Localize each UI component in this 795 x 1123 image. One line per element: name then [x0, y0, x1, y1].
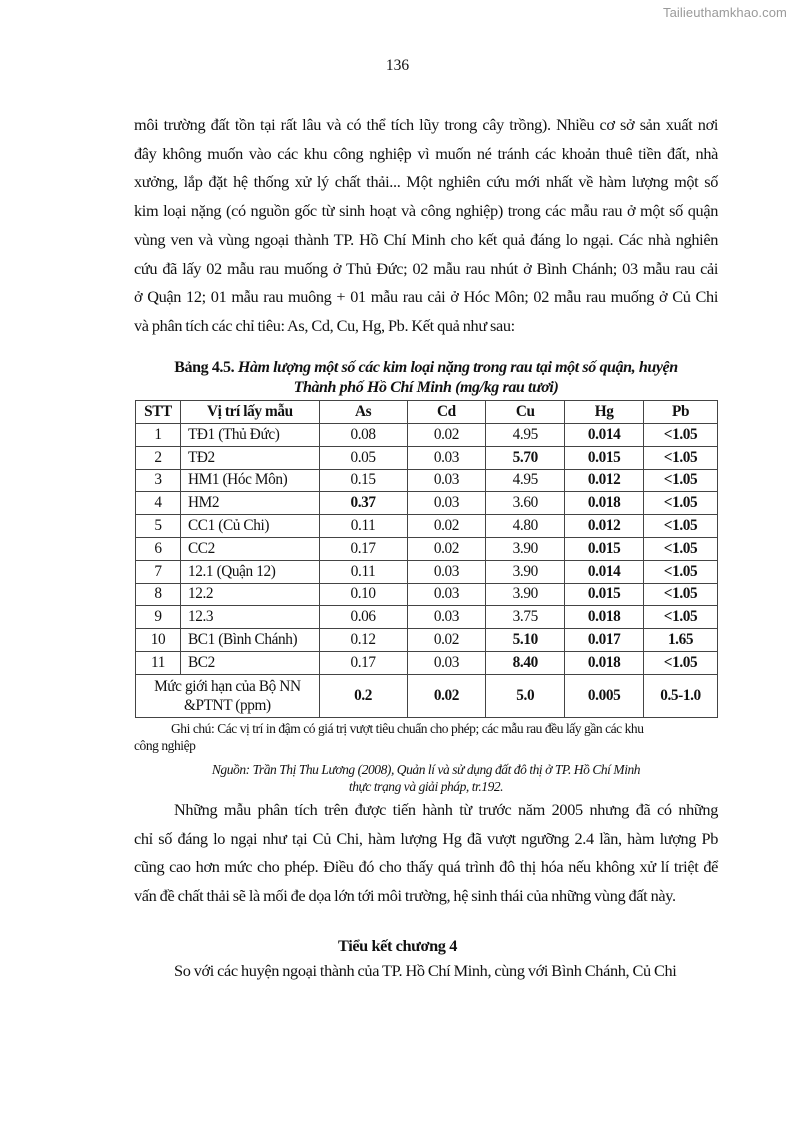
cell-stt: 1	[136, 424, 181, 447]
table-title-line1: Hàm lượng một số các kim loại nặng trong rau tại một số quận, huyện	[234, 359, 678, 376]
table-row	[136, 583, 718, 606]
cell-as: 0.15	[319, 469, 407, 492]
text-line: đây không muốn vào các khu công nghiệp vì muốn né tránh các khoản thuê tiền đất, nhà	[134, 143, 718, 163]
table-row	[136, 515, 718, 538]
cell-hg: 0.015	[565, 537, 644, 560]
cell-cu: 3.90	[486, 537, 565, 560]
cell-stt: 11	[136, 651, 181, 674]
table-caption	[134, 358, 718, 398]
note-line2: công nghiệp	[134, 738, 196, 753]
table-note	[134, 720, 718, 754]
table-title-line2: Thành phố Hồ Chí Minh (mg/kg rau tươi)	[293, 379, 559, 396]
cell-as: 0.37	[319, 492, 407, 515]
header-cd: Cd	[407, 401, 486, 424]
cell-cd: 0.03	[407, 583, 486, 606]
cell-hg: 0.014	[565, 560, 644, 583]
cell-cd: 0.03	[407, 606, 486, 629]
table-row	[136, 424, 718, 447]
cell-as: 0.05	[319, 446, 407, 469]
cell-hg: 0.018	[565, 492, 644, 515]
limit-label	[136, 674, 320, 717]
section-title: Tiểu kết chương 4	[338, 936, 457, 955]
cell-pb: <1.05	[644, 560, 718, 583]
cell-location: BC2	[180, 651, 319, 674]
cell-as: 0.11	[319, 515, 407, 538]
section-paragraph	[134, 957, 718, 986]
text-line: và phân tích các chỉ tiêu: As, Cd, Cu, Hg, Pb. Kết quả như sau:	[134, 315, 515, 335]
cell-pb: 1.65	[644, 629, 718, 652]
cell-cu: 3.90	[486, 560, 565, 583]
header-stt: STT	[136, 401, 181, 424]
cell-location: BC1 (Bình Chánh)	[180, 629, 319, 652]
cell-stt: 6	[136, 537, 181, 560]
cell-as: 0.12	[319, 629, 407, 652]
table-row	[136, 446, 718, 469]
cell-as: 0.10	[319, 583, 407, 606]
limit-label-line1: Mức giới hạn của Bộ NN	[154, 677, 301, 695]
text-line: So với các huyện ngoại thành của TP. Hồ Chí Minh, cùng với Bình Chánh, Củ Chi	[174, 961, 677, 980]
cell-cu: 3.60	[486, 492, 565, 515]
cell-hg: 0.014	[565, 424, 644, 447]
text-line: cũng cao hơn mức cho phép. Điều đó cho thấy quá trình đô thị hóa nếu không xử lí triệt để	[134, 857, 718, 877]
cell-as: 0.11	[319, 560, 407, 583]
cell-as: 0.17	[319, 651, 407, 674]
cell-pb: <1.05	[644, 515, 718, 538]
watermark: Tailieuthamkhao.com	[662, 5, 787, 20]
cell-cd: 0.03	[407, 492, 486, 515]
limit-row	[136, 674, 718, 717]
cell-location: 12.1 (Quận 12)	[180, 560, 319, 583]
cell-location: CC2	[180, 537, 319, 560]
cell-cd: 0.02	[407, 537, 486, 560]
heavy-metals-table	[135, 400, 718, 718]
cell-cu: 5.10	[486, 629, 565, 652]
cell-cu: 3.75	[486, 606, 565, 629]
cell-stt: 9	[136, 606, 181, 629]
header-cu: Cu	[486, 401, 565, 424]
cell-pb: <1.05	[644, 424, 718, 447]
text-line: vấn đề chất thải sẽ là mối đe dọa lớn tới môi trường, hệ sinh thái của những vùng đất này.	[134, 886, 676, 906]
limit-label-line2: &PTNT (ppm)	[184, 696, 271, 714]
text-line: kim loại nặng (có nguồn gốc từ sinh hoạt và công nghiệp) trong các mẫu rau ở một số quận	[134, 201, 718, 221]
cell-pb: <1.05	[644, 651, 718, 674]
page-number: 136	[385, 57, 410, 74]
text-line: môi trường đất tồn tại rất lâu và có thể tích lũy trong cây trồng). Nhiều cơ sở sản xuất nơi	[134, 115, 718, 134]
cell-hg: 0.012	[565, 469, 644, 492]
cell-hg: 0.018	[565, 651, 644, 674]
cell-hg: 0.018	[565, 606, 644, 629]
header-hg: Hg	[565, 401, 644, 424]
limit-hg: 0.005	[565, 674, 644, 717]
header-as: As	[319, 401, 407, 424]
text-line: cứu đã lấy 02 mẫu rau muống ở Thủ Đức; 02 mẫu rau nhút ở Bình Chánh; 03 mẫu rau cải	[134, 258, 718, 278]
text-line: ở Quận 12; 01 mẫu rau muông + 01 mẫu rau cải ở Hóc Môn; 02 mẫu rau muống ở Củ Chi	[134, 287, 718, 307]
source-line1: Nguồn: Trần Thị Thu Lương (2008), Quản lí và sử dụng đất đô thị ở TP. Hồ Chí Minh	[211, 762, 641, 777]
table-row	[136, 537, 718, 560]
cell-pb: <1.05	[644, 492, 718, 515]
cell-as: 0.17	[319, 537, 407, 560]
cell-cd: 0.03	[407, 651, 486, 674]
cell-hg: 0.015	[565, 446, 644, 469]
cell-cu: 4.95	[486, 424, 565, 447]
table-row	[136, 606, 718, 629]
cell-location: 12.2	[180, 583, 319, 606]
cell-cd: 0.02	[407, 515, 486, 538]
cell-as: 0.08	[319, 424, 407, 447]
table-row	[136, 469, 718, 492]
intro-paragraph	[134, 111, 718, 341]
cell-location: HM2	[180, 492, 319, 515]
cell-hg: 0.012	[565, 515, 644, 538]
cell-cu: 3.90	[486, 583, 565, 606]
note-line1: Ghi chú: Các vị trí in đậm có giá trị vượt tiêu chuẩn cho phép; các mẫu rau đều lấy gần các khu	[171, 721, 644, 736]
table-row	[136, 560, 718, 583]
cell-location: TĐ2	[180, 446, 319, 469]
cell-location: HM1 (Hóc Môn)	[180, 469, 319, 492]
table-row	[136, 492, 718, 515]
limit-cd: 0.02	[407, 674, 486, 717]
cell-cu: 4.80	[486, 515, 565, 538]
cell-stt: 3	[136, 469, 181, 492]
text-line: chỉ số đáng lo ngại như tại Củ Chi, hàm lượng Hg đã vượt ngưỡng 2.4 lần, hàm lượng Pb	[134, 828, 718, 848]
cell-stt: 8	[136, 583, 181, 606]
cell-pb: <1.05	[644, 537, 718, 560]
cell-cu: 4.95	[486, 469, 565, 492]
header-pb: Pb	[644, 401, 718, 424]
text-line: xưởng, lắp đặt hệ thống xử lý chất thải... Một nghiên cứu mới nhất về hàm lượng một số	[134, 172, 718, 192]
cell-pb: <1.05	[644, 446, 718, 469]
source-line2: thực trạng và giải pháp, tr.192.	[348, 779, 504, 794]
table-row	[136, 629, 718, 652]
limit-cu: 5.0	[486, 674, 565, 717]
cell-cu: 8.40	[486, 651, 565, 674]
cell-stt: 2	[136, 446, 181, 469]
cell-pb: <1.05	[644, 606, 718, 629]
cell-pb: <1.05	[644, 583, 718, 606]
table-row	[136, 651, 718, 674]
cell-as: 0.06	[319, 606, 407, 629]
header-location: Vị trí lấy mẫu	[180, 401, 319, 424]
table-header-row	[136, 401, 718, 424]
text-line: Những mẫu phân tích trên được tiến hành từ trước năm 2005 nhưng đã có những	[174, 800, 718, 819]
cell-stt: 10	[136, 629, 181, 652]
cell-cu: 5.70	[486, 446, 565, 469]
cell-cd: 0.03	[407, 560, 486, 583]
cell-cd: 0.02	[407, 424, 486, 447]
cell-hg: 0.015	[565, 583, 644, 606]
cell-pb: <1.05	[644, 469, 718, 492]
table-source	[134, 761, 718, 795]
table-label: Bảng 4.5.	[174, 359, 235, 376]
cell-stt: 4	[136, 492, 181, 515]
limit-as: 0.2	[319, 674, 407, 717]
cell-stt: 7	[136, 560, 181, 583]
cell-location: TĐ1 (Thủ Đức)	[180, 424, 319, 447]
cell-hg: 0.017	[565, 629, 644, 652]
text-line: vùng ven và vùng ngoại thành TP. Hồ Chí Minh cho kết quả đáng lo ngại. Các nhà nghiên	[134, 229, 718, 249]
cell-stt: 5	[136, 515, 181, 538]
cell-cd: 0.03	[407, 469, 486, 492]
analysis-paragraph	[134, 796, 718, 911]
cell-location: CC1 (Củ Chi)	[180, 515, 319, 538]
cell-cd: 0.03	[407, 446, 486, 469]
cell-cd: 0.02	[407, 629, 486, 652]
limit-pb: 0.5-1.0	[644, 674, 718, 717]
cell-location: 12.3	[180, 606, 319, 629]
